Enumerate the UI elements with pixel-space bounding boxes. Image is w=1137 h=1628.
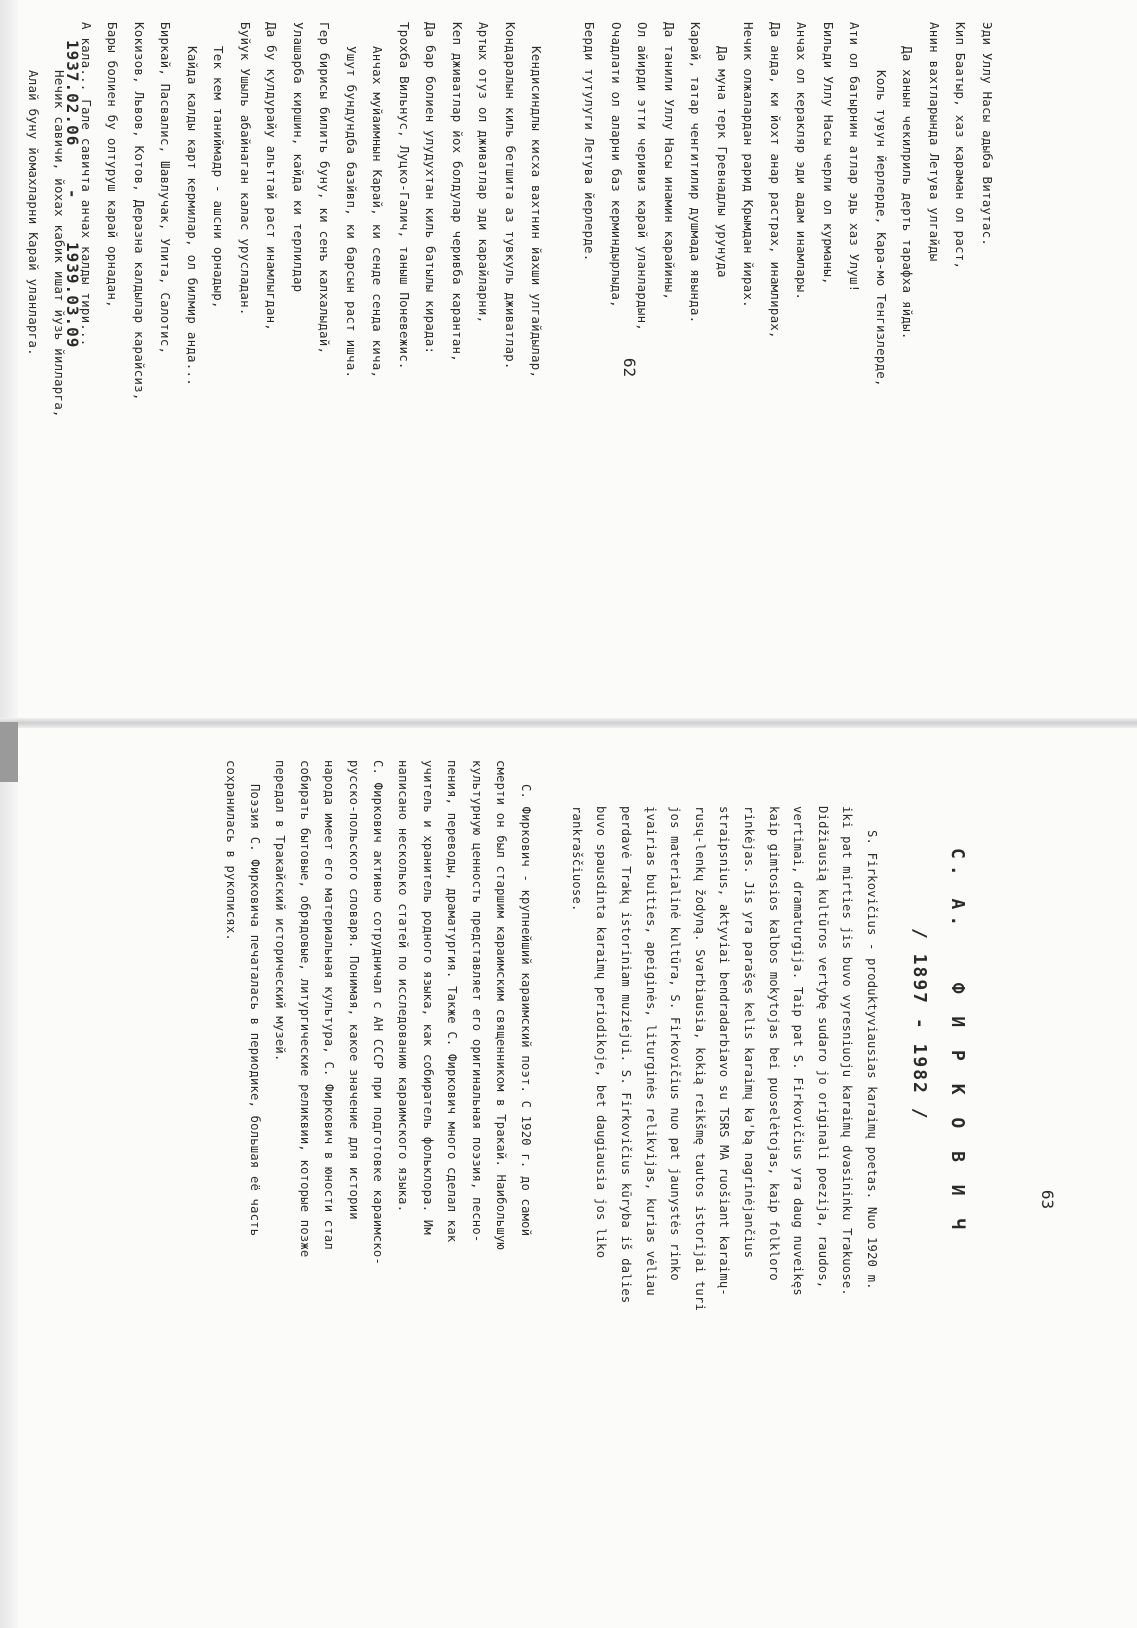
text-line: straipsnius, aktyviai bendradarbiavo su TSRS MA ruošiant karaimų-: [717, 806, 732, 1296]
text-line: Кондаралын киль бетшита аз тувкуль дживатлар.: [503, 22, 518, 370]
author-life-dates: / 1897 - 1982 /: [909, 928, 930, 1121]
text-line: iki pat mirties jis buvo vyresniuoju karaimų dvasininku Trakuose.: [840, 806, 855, 1296]
text-line: Да танили Уллу Насы инамин карайины,: [662, 22, 677, 301]
text-line: Улашарба киршин, кайда ки терлилдар: [291, 22, 306, 293]
text-line: Кайда калды карт кермилар, ол билмир анда...: [185, 46, 200, 386]
text-line: культурную ценность представляет его оригинальная поэзия, песно-: [469, 760, 484, 1243]
lithuanian-biography: [564, 806, 884, 1626]
text-line: rinkėjas. Jis yra parašęs kelis karaimų ka'bą nagrinėjančius: [742, 806, 757, 1259]
text-line: vertimai, dramaturgija. Taip pat S. Firkovičius yra daug nuveikęs: [791, 806, 806, 1296]
text-line: rankraščiuose.: [569, 806, 584, 912]
text-line: учитель и хранитель родного языка, как собиратель фольклора. Им: [420, 760, 435, 1235]
text-line: Кип Баатыр, хаз караман ол раст,: [953, 22, 969, 270]
text-line: народа имеет его материальная культура, С. Фиркович в юности стал: [322, 760, 337, 1250]
text-line: Нечик савичи, йохах кабик ишат йузь йилларга,: [52, 70, 68, 418]
text-line: Эди Уллу Насы адыба Витаутас.: [980, 22, 995, 247]
page-number-right: 63: [1038, 1189, 1058, 1210]
text-line: собирать бытовые, обрядовые, литургические реликвии, которые позже: [297, 760, 312, 1258]
text-line: смерти он был старшим караимским священником в Тракай. Наибольшую: [494, 760, 509, 1250]
text-line: įvairias buities, apeiginės, liturginės relikvijas, kurias vėliau: [643, 806, 658, 1296]
text-line: С. Фиркович - крупнейший караимский поэт. С 1920 г. до самой: [519, 784, 533, 1237]
russian-biography: [218, 760, 538, 1620]
text-line: kaip gimtosios kalbos mokytojas bei puoselėtojas, kaip folkloro: [766, 806, 781, 1281]
text-line: Да ханын чекилриль дерть тарафха яйды.: [900, 46, 916, 340]
text-line: Гер бирисы билить буну, ки сенъ калхалыдай,: [317, 22, 333, 355]
text-line: Анчах муйаимнын Карай, ки сенде сенда кича,: [370, 46, 386, 379]
text-line: Didžiausią kultūros vertybę sudaro jo originali poezija, raudos,: [815, 806, 830, 1289]
text-line: Артых отуз ол дживатлар эди карайларни,: [476, 22, 492, 324]
poem-text: [0, 22, 1000, 662]
page-number-left: 62: [620, 357, 640, 378]
text-line: Трохба Вильнус, Луцко-Галич, таныш Поневежис.: [397, 22, 412, 370]
text-line: Ушут бундундба базйвп, ки барсын раст ишча.: [344, 46, 359, 379]
text-line: Кокизов, Львов, Котов, Деразна калдылар карайсиз,: [132, 22, 147, 401]
text-line: Берди тутулуги Летува йерлерде.: [582, 22, 598, 262]
text-line: Поэзия С. Фирковича печаталась в периодике, большая её часть: [248, 784, 263, 1237]
text-line: С. Фиркович активно сотрудничал с АН СССР при подготовке караимско-: [371, 760, 386, 1266]
text-line: rusų-lenkų žodyną. Svarbiausia, kokią reikšmę tautos istorijai turi: [692, 806, 707, 1312]
text-line: Нечик олжалардан рарид Крымдан йирах.: [741, 22, 757, 308]
text-line: Да бу кулдурайу альттай раст инамлыгдан,: [264, 22, 280, 332]
text-line: S. Firkovičius - produktyviausias karaimų poetas. Nuo 1920 m.: [865, 830, 879, 1290]
text-line: Буйук Ушыль абайнаган калас урусладан.: [238, 22, 253, 316]
text-line: Анин вахтларында Летува улгайды: [927, 22, 942, 262]
text-line: Кеп дживатлар йох болдулар черивба карантан,: [450, 22, 465, 362]
text-line: [0, 22, 20, 662]
text-line: Биркай, Пасвалис, Шавлучак, Упита, Салотис,: [158, 22, 174, 355]
poem-date-range: 1937.02.06 - 1939.03.09: [63, 40, 82, 349]
text-line: Карай, татар ченгитилир душмада явында.: [688, 22, 704, 324]
page-fold: [0, 718, 1137, 728]
text-line: Бильди Уллу Насы черли ол курманы,: [821, 22, 836, 285]
text-line: написано несколько статей по исследованию караимского языка.: [396, 760, 411, 1213]
text-line: Алай буну йомахларни Карай уланларга.: [26, 70, 41, 356]
text-line: [550, 22, 577, 662]
text-line: А кала... Гале савичта анчах калды тири...: [79, 22, 94, 347]
text-line: perdavė Trakų istoriniam muziejui. S. Firkovičius kūryba iš dalies: [619, 806, 634, 1304]
text-line: Бары болиен бу олтуруш карай орнадан,: [105, 22, 121, 308]
text-line: сохранилась в рукописях.: [223, 760, 238, 941]
text-line: Тек кем таниймадр - ашсни орнадыр,: [211, 46, 227, 309]
author-heading: С. А. Ф И Р К О В И Ч: [947, 848, 968, 1236]
text-line: Да анда, ки йохт анар растрах, инамлирах,: [768, 22, 783, 339]
text-line: Да бар болиен улудухтан киль батылы кирада:: [423, 22, 439, 355]
text-line: Анчах ол керакляр эди адам инамлары.: [794, 22, 810, 301]
text-line: Кендисиндлы кисха вахтнин йахши улгайдылар,: [529, 46, 545, 379]
text-line: Коль тувун йерлерде, Кара-мо Тенгизлерде,: [874, 70, 889, 387]
text-line: пения, переводы, драматургия. Также С. Фиркович много сделал как: [445, 760, 460, 1243]
text-line: Очадлати ол аларни баз керминдырлыда,: [609, 22, 624, 308]
text-line: русско-польского словаря. Понимая, какое значение для истории: [346, 760, 361, 1220]
text-line: Ол айирди этти черивиз карай уланлардын,: [635, 22, 651, 332]
text-line: jos materialinė kultūra, S. Firkovičius nuo pat jaunystės rinko: [668, 806, 683, 1281]
text-line: Ати ол батырнин атлар эдь хаз Улуш!: [847, 22, 863, 293]
text-line: передал в Тракайский исторический музей.: [273, 760, 288, 1062]
fold-shadow: [0, 722, 18, 782]
text-line: buvo spausdinta karaimų periodikoje, bet daugiausia jos liko: [594, 806, 609, 1259]
text-line: Да муна терк Гревнадлы урунуда: [715, 46, 730, 278]
